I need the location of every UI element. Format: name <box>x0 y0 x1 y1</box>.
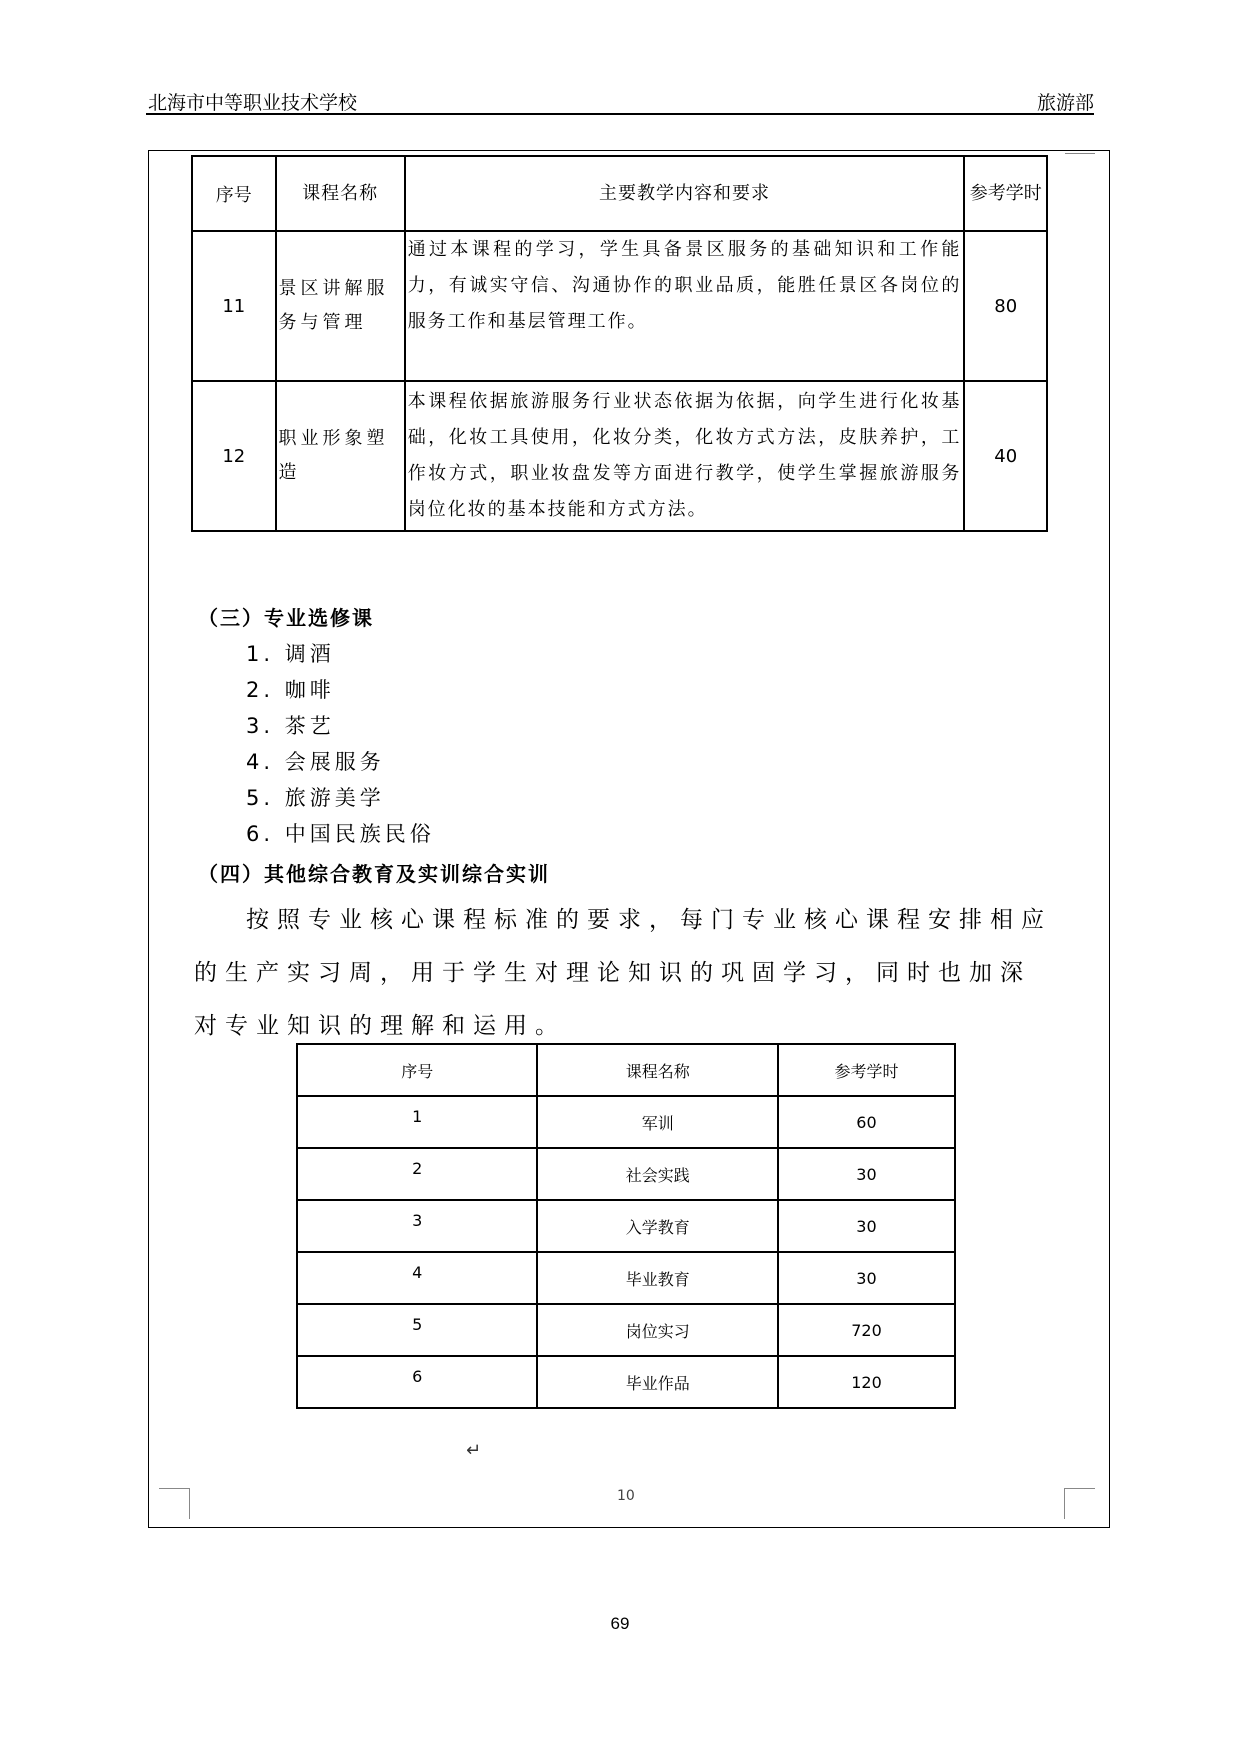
section3-title: （三）专业选修课 <box>198 606 374 630</box>
row-hours: 60 <box>778 1096 955 1148</box>
col-header-content: 主要教学内容和要求 <box>405 156 965 231</box>
row-name: 毕业教育 <box>537 1252 777 1304</box>
core-course-table <box>191 155 1048 532</box>
row-index: 1 <box>297 1096 537 1148</box>
table-row <box>297 1252 955 1304</box>
corner-mark-top-right <box>1065 151 1095 154</box>
col-header-name: 课程名称 <box>276 156 405 231</box>
corner-mark-bottom-right <box>1064 1488 1095 1519</box>
table-header-row <box>297 1044 955 1096</box>
row-index: 4 <box>297 1252 537 1304</box>
row-hours: 30 <box>778 1148 955 1200</box>
elective-item: 6. 中国民族民俗 <box>246 822 435 846</box>
elective-item: 1. 调酒 <box>246 642 335 666</box>
table-row <box>297 1148 955 1200</box>
row-name: 景区讲解服务与管理 <box>276 231 405 381</box>
row-hours: 40 <box>964 381 1047 531</box>
section4-title: （四）其他综合教育及实训综合实训 <box>198 862 550 886</box>
table-row <box>192 231 1047 381</box>
row-hours: 720 <box>778 1304 955 1356</box>
col-header-hours: 参考学时 <box>778 1044 955 1096</box>
row-content: 本课程依据旅游服务行业状态依据为依据，向学生进行化妆基础，化妆工具使用，化妆分类，化妆方式方法，皮肤养护，工作妆方式，职业妆盘发等方面进行教学，使学生掌握旅游服务岗位化妆的基本技能和方式方法。 <box>405 381 965 531</box>
elective-item: 5. 旅游美学 <box>246 786 385 810</box>
page-number: 69 <box>610 1614 630 1633</box>
corner-mark-bottom-left <box>159 1488 190 1519</box>
table-header-row <box>192 156 1047 231</box>
row-name: 社会实践 <box>537 1148 777 1200</box>
elective-item: 4. 会展服务 <box>246 750 385 774</box>
header-department: 旅游部 <box>1036 92 1094 114</box>
row-name: 职业形象塑造 <box>276 381 405 531</box>
header-rule <box>146 113 1094 115</box>
row-hours: 30 <box>778 1252 955 1304</box>
table-row <box>297 1356 955 1408</box>
table-row <box>192 381 1047 531</box>
row-index: 11 <box>192 231 276 381</box>
row-index: 3 <box>297 1200 537 1252</box>
row-hours: 30 <box>778 1200 955 1252</box>
row-content: 通过本课程的学习，学生具备景区服务的基础知识和工作能力，有诚实守信、沟通协作的职业品质，能胜任景区各岗位的服务工作和基层管理工作。 <box>405 231 965 381</box>
row-name: 岗位实习 <box>537 1304 777 1356</box>
inner-page-number: 10 <box>617 1488 635 1504</box>
row-index: 6 <box>297 1356 537 1408</box>
row-hours: 120 <box>778 1356 955 1408</box>
table-row <box>297 1304 955 1356</box>
row-name: 入学教育 <box>537 1200 777 1252</box>
row-hours: 80 <box>964 231 1047 381</box>
table-row <box>297 1096 955 1148</box>
col-header-index: 序号 <box>297 1044 537 1096</box>
col-header-index: 序号 <box>192 156 276 231</box>
col-header-name: 课程名称 <box>537 1044 777 1096</box>
paragraph-return-mark: ↵ <box>466 1440 482 1461</box>
row-index: 2 <box>297 1148 537 1200</box>
table-row <box>297 1200 955 1252</box>
row-index: 12 <box>192 381 276 531</box>
col-header-hours: 参考学时 <box>964 156 1047 231</box>
section4-paragraph: 按照专业核心课程标准的要求，每门专业核心课程安排相应的生产实习周，用于学生对理论知识的巩固学习，同时也加深对专业知识的理解和运用。 <box>194 907 1052 1039</box>
row-index: 5 <box>297 1304 537 1356</box>
row-name: 军训 <box>537 1096 777 1148</box>
practical-training-table <box>296 1043 956 1409</box>
elective-item: 2. 咖啡 <box>246 678 335 702</box>
header-school-name: 北海市中等职业技术学校 <box>148 92 358 114</box>
row-name: 毕业作品 <box>537 1356 777 1408</box>
elective-item: 3. 茶艺 <box>246 714 335 738</box>
